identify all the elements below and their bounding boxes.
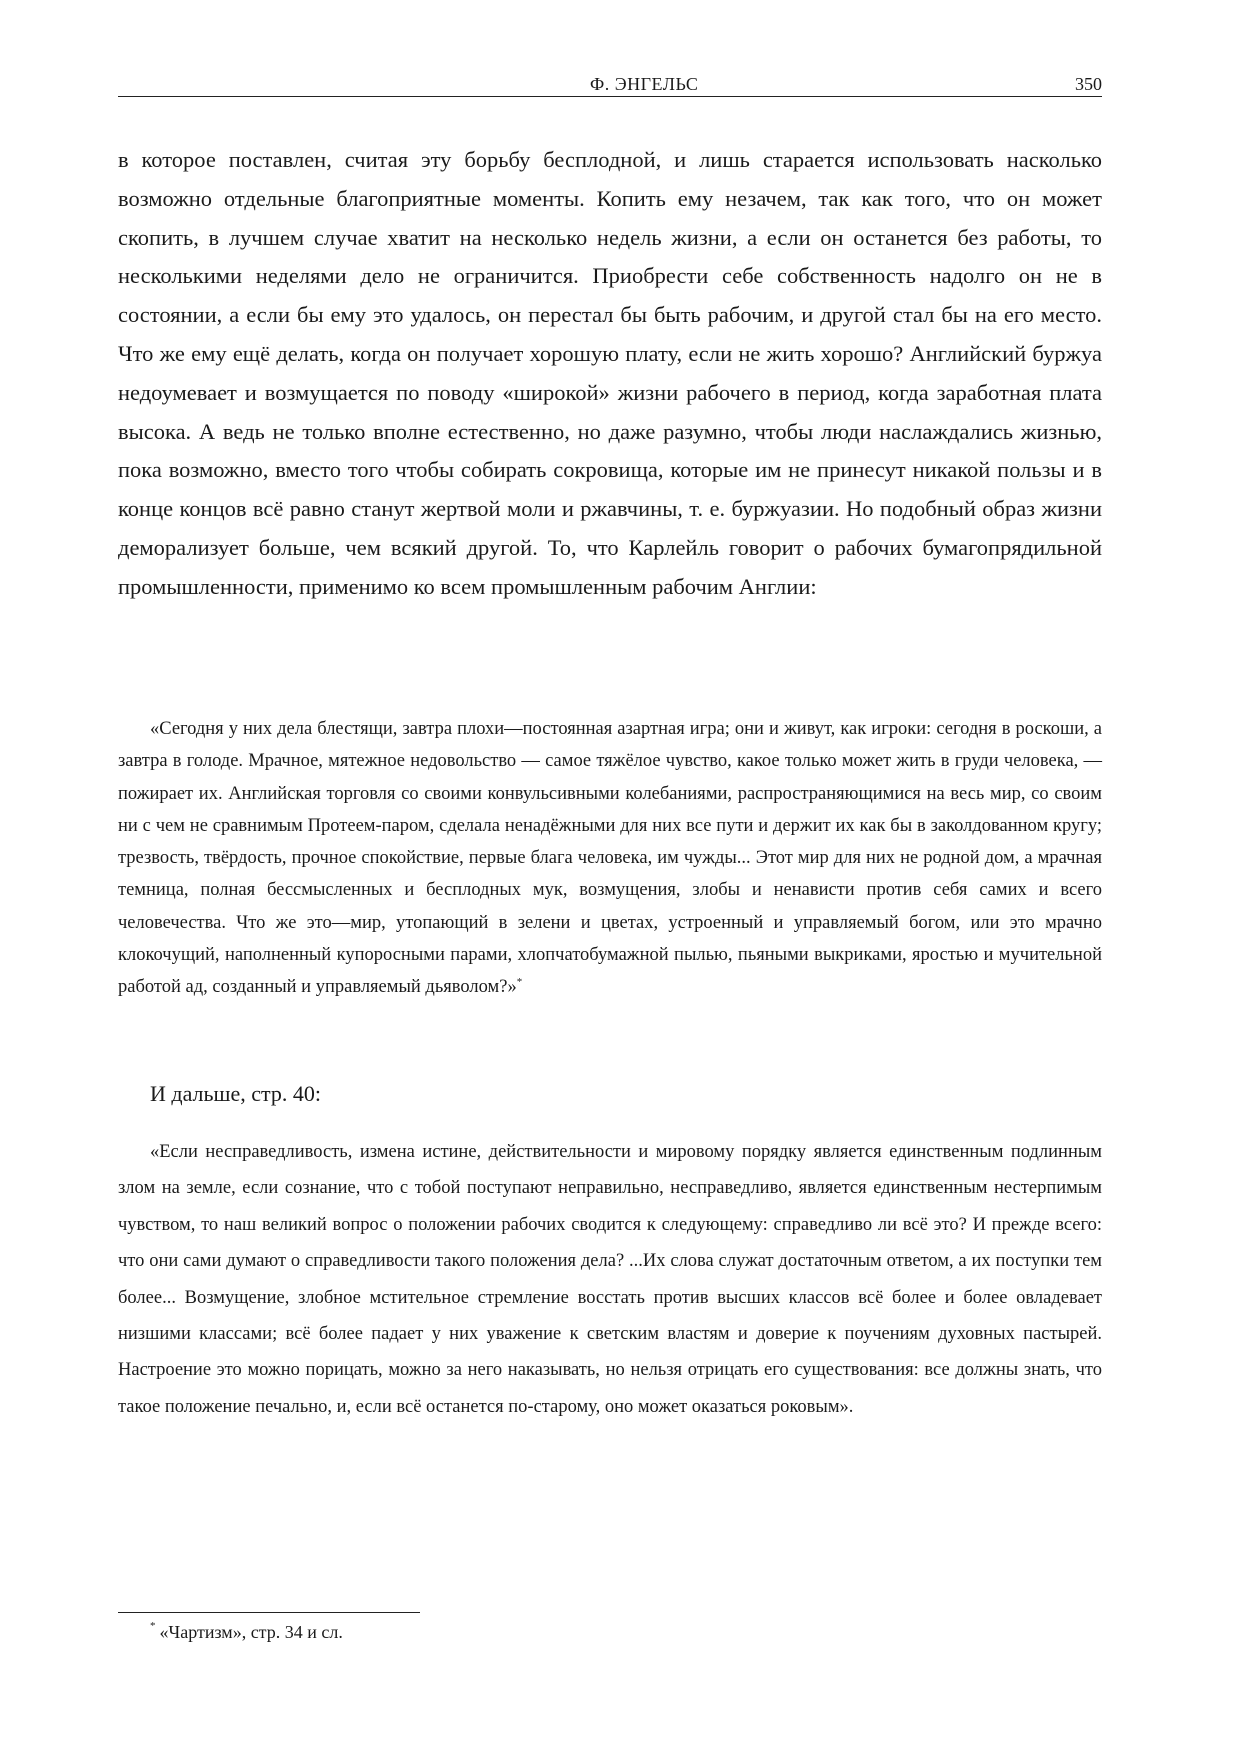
footnote-mark: *	[150, 1620, 156, 1632]
quote-block-1	[118, 713, 1102, 1004]
running-title: Ф. ЭНГЕЛЬС	[590, 74, 699, 94]
footnote-divider	[118, 1612, 420, 1613]
footnote-text: «Чартизм», стр. 34 и сл.	[159, 1622, 343, 1642]
body-paragraph: в которое поставлен, считая эту борьбу бесплодной, и лишь старается использовать насколько возможно отдельные благоприятные моменты. Копить ему незачем, так как того, что он может скопить, в лучшем случае хватит на несколько недель жизни, а если он останется без работы, то несколькими неделями дело не ограничится. Приобрести себе собственность надолго он не в состоянии, а если бы ему это удалось, он перестал бы быть рабочим, и другой стал бы на его место. Что же ему ещё делать, когда он получает хорошую плату, если не жить хорошо? Английский буржуа недоумевает и возмущается по поводу «широкой» жизни рабочего в период, когда заработная плата высока. А ведь не только вполне естественно, но даже разумно, чтобы люди наслаждались жизнью, пока возможно, вместо того чтобы собирать сокровища, которые им не принесут никакой пользы и в конце концов всё равно станут жертвой моли и ржавчины, т. е. буржуазии. Но подобный образ жизни деморализует больше, чем всякий другой. То, что Карлейль говорит о рабочих бумагопрядильной промышленности, применимо ко всем промышленным рабочим Англии:	[118, 147, 1102, 599]
running-header	[118, 72, 1102, 97]
footnote	[150, 1622, 343, 1643]
quote-1-text: «Сегодня у них дела блестящи, завтра плохи—постоянная азартная игра; они и живут, как игроки: сегодня в роскоши, а завтра в голоде. Мрачное, мятежное недовольство — самое тяжёлое чувство, какое только может жить в груди человека, — пожирает их. Английская торговля со своими конвульсивными колебаниями, распространяющимися на весь мир, со своим ни с чем не сравнимым Протеем-паром, сделала ненадёжными для них все пути и держит их как бы в заколдованном кругу; трезвость, твёрдость, прочное спокойствие, первые блага человека, им чужды... Этот мир для них не родной дом, а мрачная темница, полная бессмысленных и бесплодных мук, возмущения, злобы и ненависти против себя самих и всего человечества. Что же это—мир, утопающий в зелени и цветах, устроенный и управляемый богом, или это мрачно клокочущий, наполненный купоросными парами, хлопчатобумажной пылью, пьяными выкриками, яростью и мучительной работой ад, созданный и управляемый дьяволом?»	[118, 719, 1102, 998]
continuation-line: И дальше, стр. 40:	[150, 1081, 322, 1106]
quote-block-2: «Если несправедливость, измена истине, действительности и мировому порядку является единственным подлинным злом на земле, если сознание, что с тобой поступают неправильно, несправедливо, является единственным нестерпимым чувством, то наш великий вопрос о положении рабочих сводится к следующему: справедливо ли всё это? И прежде всего: что они сами думают о справедливости такого положения дела? ...Их слова служат достаточным ответом, а их поступки тем более... Возмущение, злобное мстительное стремление восстать против высших классов всё более и более овладевает низшими классами; всё более падает у них уважение к светским властям и доверие к поучениям духовных пастырей. Настроение это можно порицать, можно за него наказывать, но нельзя отрицать его существования: все должны знать, что такое положение печально, и, если всё останется по-старому, оно может оказаться роковым».	[118, 1142, 1102, 1417]
page-number: 350	[1075, 74, 1102, 94]
footnote-reference: *	[516, 976, 523, 989]
